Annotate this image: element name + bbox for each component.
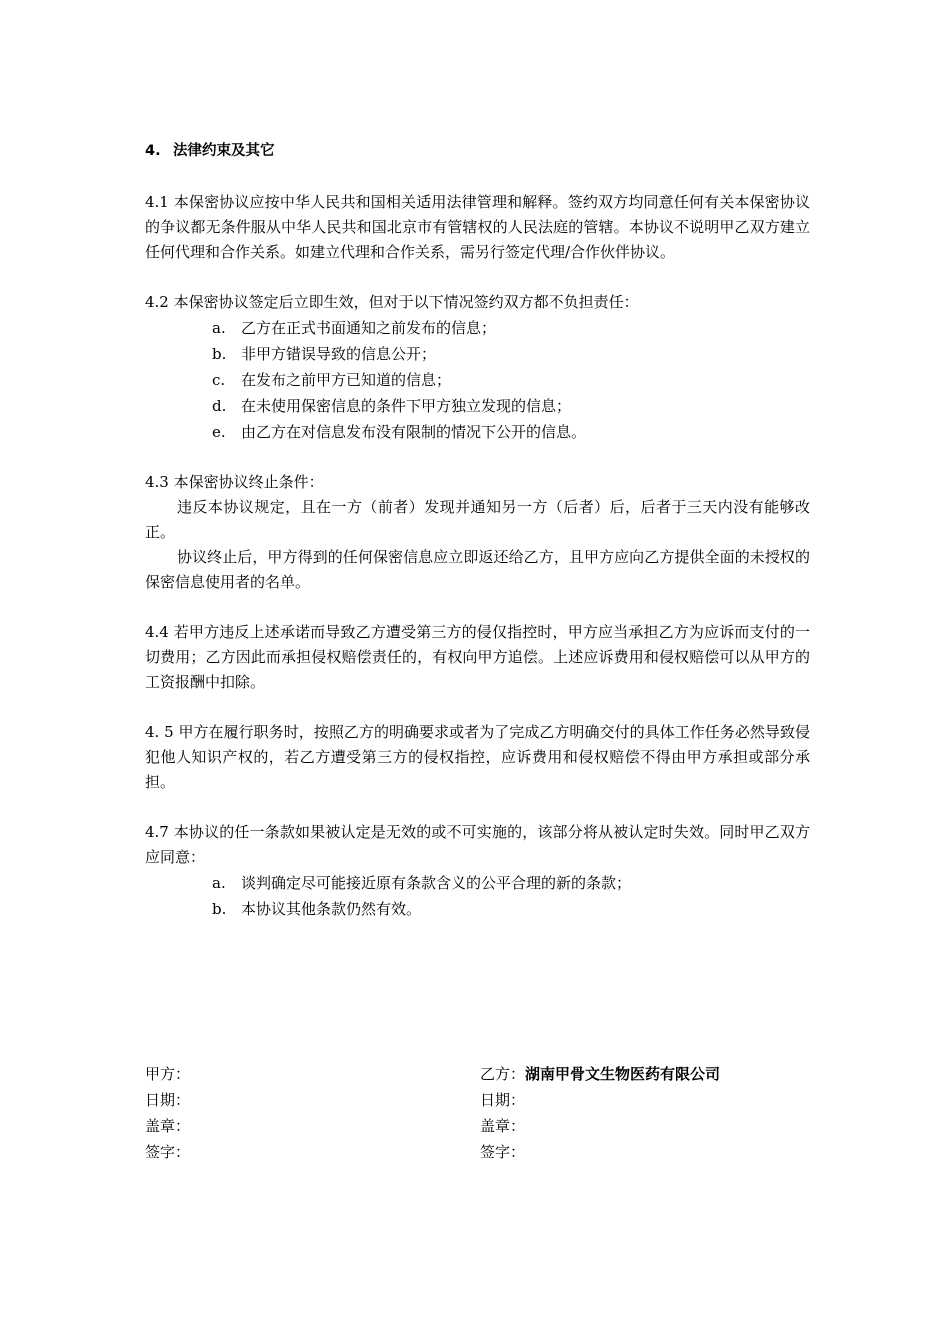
- clause-4-2: [145, 290, 810, 445]
- list-marker: b.: [212, 345, 227, 363]
- clause-4-7-list: [145, 870, 810, 922]
- list-marker: c.: [212, 371, 226, 389]
- party-a-signature: [145, 1061, 190, 1165]
- clause-4-5: [145, 720, 810, 795]
- party-b-row: [480, 1061, 720, 1087]
- party-b-signature: [480, 1061, 720, 1165]
- list-item-text: 在发布之前甲方已知道的信息；: [241, 371, 452, 389]
- list-item: [145, 393, 810, 419]
- list-item-text: 乙方在正式书面通知之前发布的信息；: [241, 319, 497, 337]
- clause-4-2-intro: 4.2 本保密协议签定后立即生效，但对于以下情况签约双方都不负担责任：: [145, 293, 639, 311]
- clause-4-2-list: [145, 315, 810, 445]
- list-marker: a.: [212, 874, 226, 892]
- party-b-company: 湖南甲骨文生物医药有限公司: [525, 1065, 721, 1083]
- list-item: [145, 896, 810, 922]
- party-b-seal: 盖章：: [480, 1117, 526, 1135]
- document-body: [145, 138, 810, 947]
- clause-4-3: [145, 470, 810, 595]
- party-a-sign: 签字：: [145, 1143, 191, 1161]
- party-b-label: 乙方：: [480, 1065, 526, 1083]
- list-item-text: 非甲方错误导致的信息公开；: [241, 345, 437, 363]
- list-marker: a.: [212, 319, 226, 337]
- clause-4-7-intro: 4.7 本协议的任一条款如果被认定是无效的或不可实施的，该部分将从被认定时失效。同时甲乙双方应同意：: [145, 823, 810, 866]
- clause-4-5-text: 4. 5 甲方在履行职务时，按照乙方的明确要求或者为了完成乙方明确交付的具体工作任务必然导致侵犯他人知识产权的，若乙方遭受第三方的侵权指控，应诉费用和侵权赔偿不得由甲方承担或部分承担。: [145, 723, 810, 791]
- clause-4-3-paragraph-2: 协议终止后，甲方得到的任何保密信息应立即返还给乙方，且甲方应向乙方提供全面的未授权的保密信息使用者的名单。: [145, 548, 810, 591]
- clause-4-4-text: 4.4 若甲方违反上述承诺而导致乙方遭受第三方的侵仅指控时，甲方应当承担乙方为应诉而支付的一切费用；乙方因此而承担侵权赔偿责任的，有权向甲方追偿。上述应诉费用和侵权赔偿可以从甲方的工资报酬中扣除。: [145, 623, 810, 691]
- list-item-text: 由乙方在对信息发布没有限制的情况下公开的信息。: [241, 423, 587, 441]
- section-number: 4.: [145, 143, 161, 159]
- list-item: [145, 419, 810, 445]
- party-b-date: 日期：: [480, 1091, 526, 1109]
- clause-4-3-intro: 4.3 本保密协议终止条件：: [145, 473, 324, 491]
- list-item-text: 谈判确定尽可能接近原有条款含义的公平合理的新的条款；: [241, 874, 632, 892]
- list-marker: b.: [212, 900, 227, 918]
- clause-4-7: [145, 820, 810, 922]
- list-marker: d.: [212, 397, 227, 415]
- list-item: [145, 870, 810, 896]
- clause-4-1-text: 4.1 本保密协议应按中华人民共和国相关适用法律管理和解释。签约双方均同意任何有关本保密协议的争议都无条件服从中华人民共和国北京市有管辖权的人民法庭的管辖。本协议不说明甲乙双方建立任何代理和合作关系。如建立代理和合作关系，需另行签定代理/合作伙伴协议。: [145, 193, 810, 261]
- clause-4-1: [145, 190, 810, 265]
- list-item: [145, 341, 810, 367]
- list-item-text: 在未使用保密信息的条件下甲方独立发现的信息；: [241, 397, 572, 415]
- clause-4-3-paragraph-1: 违反本协议规定，且在一方（前者）发现并通知另一方（后者）后，后者于三天内没有能够改正。: [145, 498, 810, 541]
- section-title: 法律约束及其它: [173, 143, 275, 159]
- party-a-label: 甲方：: [145, 1065, 191, 1083]
- list-item: [145, 315, 810, 341]
- section-heading: [145, 138, 810, 164]
- party-a-seal: 盖章：: [145, 1117, 191, 1135]
- list-marker: e.: [212, 423, 226, 441]
- list-item: [145, 367, 810, 393]
- list-item-text: 本协议其他条款仍然有效。: [241, 900, 422, 918]
- party-a-date: 日期：: [145, 1091, 191, 1109]
- party-b-sign: 签字：: [480, 1143, 526, 1161]
- clause-4-4: [145, 620, 810, 695]
